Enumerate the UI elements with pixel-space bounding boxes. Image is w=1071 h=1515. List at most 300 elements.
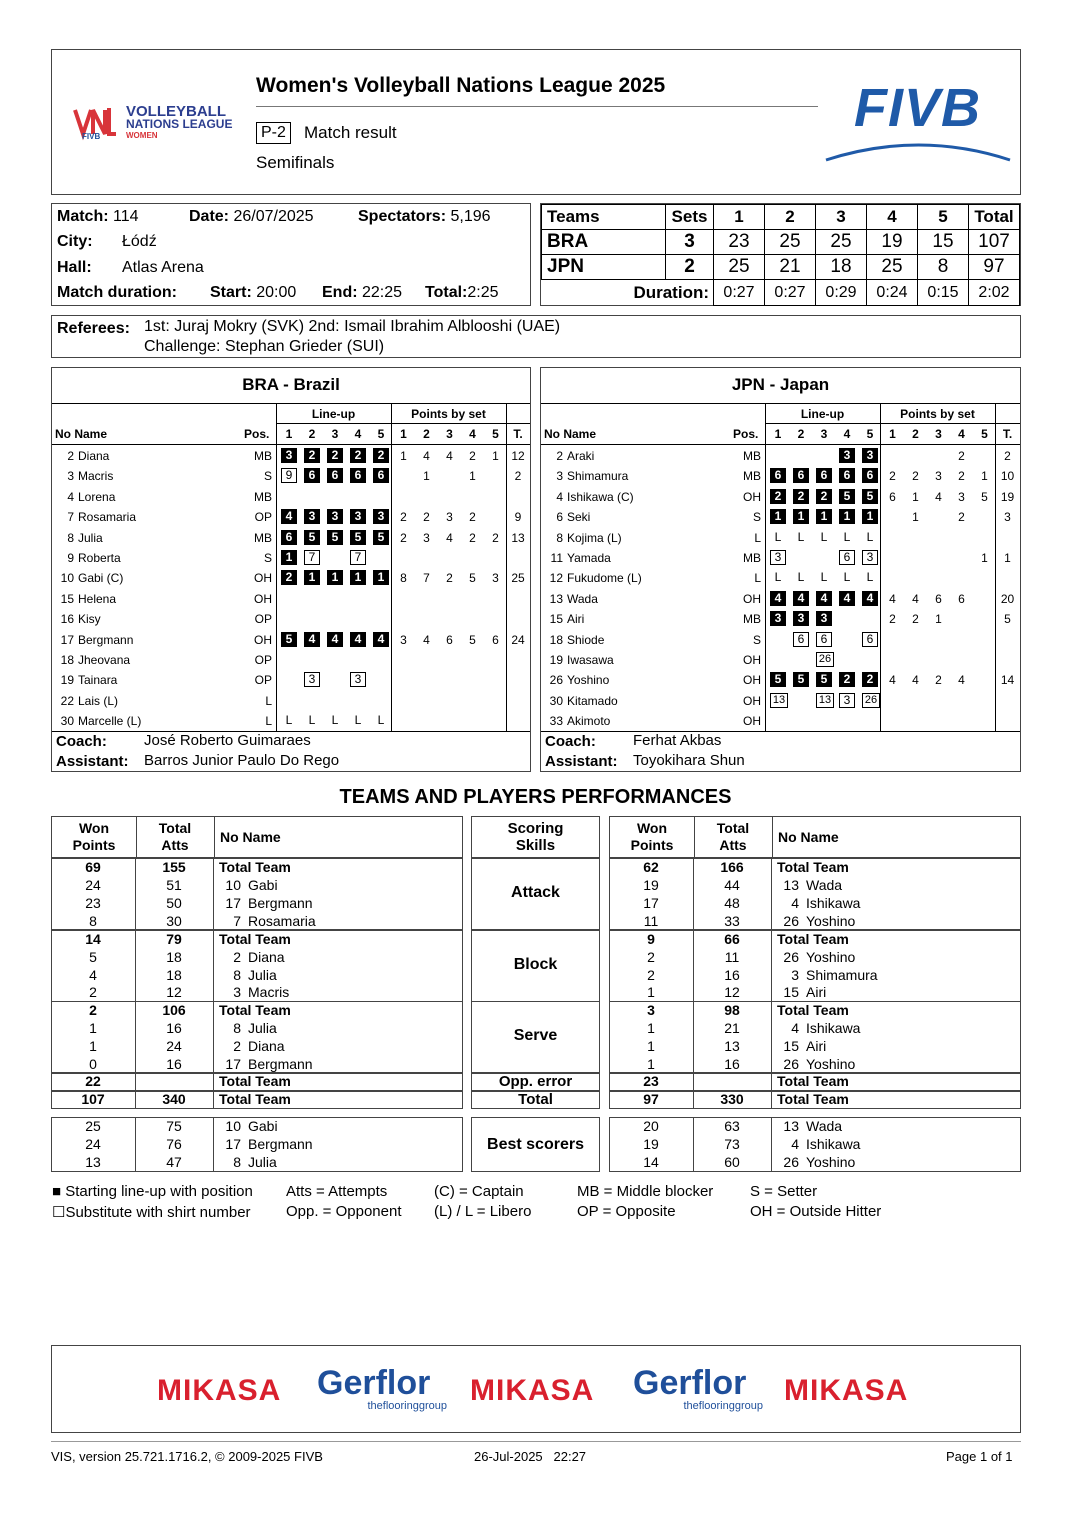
lineup-set-col: 2 (797, 427, 805, 441)
won-header: Won (78, 820, 110, 836)
player-position: OH (254, 632, 272, 647)
divider (213, 1091, 214, 1109)
set-points: 1 (935, 612, 942, 627)
player-no: 10 (225, 876, 241, 893)
player-name: Julia (248, 966, 277, 983)
won-points: 19 (643, 1135, 659, 1152)
player-name: Gabi (248, 876, 278, 893)
start-label: Start: (210, 284, 252, 301)
won-points: 1 (647, 1038, 655, 1055)
substitute-number: 3 (862, 550, 878, 565)
starting-position: 6 (327, 468, 343, 483)
divider (541, 731, 1020, 732)
player-number: 15 (549, 612, 563, 627)
player-name: Ishikawa (806, 894, 861, 911)
set-points: 2 (958, 510, 965, 525)
team-title: JPN - Japan (731, 375, 830, 394)
player-position: OH (254, 571, 272, 586)
title-rule (256, 106, 818, 107)
player-position: S (752, 510, 761, 525)
player-no: 2 (233, 948, 241, 965)
player-number: 2 (67, 449, 74, 463)
footer-rule (51, 1441, 1021, 1442)
sb-duration-label: Duration: (542, 280, 714, 306)
set-points: 1 (400, 449, 407, 463)
player-name: Shimamura (567, 469, 629, 484)
assistant-name: Toyokihara Shun (633, 752, 745, 769)
total-atts: 16 (166, 1020, 182, 1037)
set-points: 4 (889, 591, 896, 606)
skill-name: Block (513, 955, 558, 973)
starting-position: 3 (793, 611, 809, 626)
won-points: 20 (643, 1118, 659, 1134)
player-position: OH (254, 591, 272, 606)
player-number: 12 (549, 571, 563, 586)
player-number: 8 (67, 530, 74, 545)
total-points: 1 (1004, 551, 1011, 565)
mikasa-logo: MIKASA (157, 1374, 282, 1407)
starting-position: 6 (350, 468, 366, 483)
divider (771, 1091, 772, 1109)
libero-mark: L (354, 713, 362, 728)
player-row (541, 711, 1020, 731)
spectators: 5,196 (450, 208, 491, 225)
player-no: 8 (233, 1153, 241, 1170)
assistant-label: Assistant: (56, 753, 129, 770)
divider (276, 423, 530, 424)
city-label: City: (57, 233, 93, 250)
player-number: 17 (60, 632, 74, 647)
sb-head-total: Total (969, 205, 1020, 230)
player-name: Wada (806, 876, 843, 893)
starting-position: 3 (839, 448, 855, 463)
player-number: 3 (556, 469, 563, 484)
doc-type: Match result (304, 123, 397, 142)
sb-duration: 0:27 (714, 280, 765, 306)
set-points: 4 (912, 673, 919, 688)
won-points: 8 (89, 912, 97, 929)
total-atts: 79 (166, 930, 182, 947)
set-points: 3 (446, 510, 453, 525)
total-atts: 51 (166, 876, 182, 893)
set-points: 4 (912, 591, 919, 606)
legend-item: ■ Starting line-up with position (52, 1183, 253, 1200)
starting-position: 2 (793, 489, 809, 504)
starting-position: 3 (770, 611, 786, 626)
lineup-set-col: 1 (774, 427, 782, 441)
player-row (541, 650, 1020, 670)
player-name: Iwasawa (567, 653, 614, 667)
assistant-name: Barros Junior Paulo Do Rego (144, 752, 340, 769)
starting-position: 4 (793, 591, 809, 606)
lineup-set-col: 3 (331, 427, 339, 441)
player-number: 19 (60, 673, 74, 688)
sb-total: 97 (969, 255, 1020, 280)
gerflor-logo-sub: theflooringgroup (683, 1400, 763, 1412)
player-name: Diana (248, 948, 285, 965)
starting-position: 3 (350, 509, 366, 524)
total-atts: 76 (166, 1135, 182, 1152)
duration-label: Match duration: (57, 284, 177, 301)
legend-item: OH = Outside Hitter (750, 1202, 882, 1220)
player-name: Shimamura (806, 966, 878, 983)
player-number: 33 (549, 714, 563, 729)
total-points: 13 (511, 530, 525, 545)
sb-score: 8 (918, 255, 969, 280)
player-row (52, 446, 530, 466)
starting-position: 6 (373, 468, 389, 483)
scoreboard (540, 203, 1021, 306)
won-header: Points (630, 837, 674, 853)
total-points: 14 (1000, 673, 1015, 688)
skills-header-line: Scoring (507, 820, 564, 837)
player-name: Kitamado (567, 693, 618, 708)
won-points: 11 (643, 912, 659, 929)
sb-score: 25 (816, 230, 867, 255)
set-points: 5 (469, 571, 476, 586)
col-total: T. (1002, 427, 1013, 441)
player-name: Julia (248, 1153, 277, 1170)
total-atts: 16 (724, 1056, 740, 1073)
set-points: 2 (446, 571, 453, 586)
footer-page: Page 1 of 1 (946, 1449, 1013, 1464)
total-atts: 44 (724, 876, 740, 893)
substitute-number: 7 (350, 550, 366, 565)
player-no: 17 (225, 1135, 241, 1152)
player-name: Ishikawa (C) (567, 489, 634, 504)
won-points: 1 (89, 1020, 97, 1037)
points-set-col: 4 (958, 427, 965, 441)
player-no: 2 (233, 1038, 241, 1055)
substitute-number: 3 (304, 672, 320, 687)
starting-position: 6 (862, 468, 878, 483)
player-name: Rosamaria (248, 912, 316, 929)
divider (135, 1073, 136, 1091)
player-name: Marcelle (L) (78, 714, 142, 729)
sb-head-set1: 1 (714, 205, 765, 230)
sb-score: 21 (765, 255, 816, 280)
won-points: 14 (643, 1153, 659, 1170)
atts-header: Atts (161, 837, 189, 853)
date-label: Date: (189, 208, 230, 225)
won-points: 1 (647, 984, 655, 1001)
player-position: S (263, 551, 272, 565)
player-position: MB (743, 449, 761, 463)
player-name: Kojima (L) (567, 530, 622, 545)
total-time: 2:25 (467, 284, 499, 301)
player-name: Julia (78, 530, 103, 545)
divider (213, 1073, 214, 1091)
player-number: 19 (549, 653, 563, 667)
doc-code: P-2 (256, 122, 291, 144)
skill-name: Total (471, 1091, 600, 1109)
sb-duration-total: 2:02 (969, 280, 1020, 306)
starting-position: 1 (281, 550, 297, 565)
libero-mark: L (308, 713, 316, 728)
team-panel-jpn (540, 367, 1021, 772)
total-points: 19 (1000, 489, 1015, 504)
legend-item: ☐Substitute with shirt number (52, 1203, 251, 1221)
coach-label: Coach: (545, 733, 596, 750)
won-points: 9 (647, 930, 655, 947)
libero-mark: L (866, 570, 874, 585)
player-position: L (754, 530, 761, 545)
player-name: Jheovana (78, 653, 131, 667)
col-no-name: No Name (55, 427, 108, 441)
total-atts: 13 (724, 1038, 740, 1055)
player-no: 17 (225, 1056, 241, 1073)
coach-label: Coach: (56, 733, 107, 750)
coach-name: José Roberto Guimaraes (144, 732, 311, 749)
no-name-header: No Name (220, 829, 281, 845)
sb-duration: 0:29 (816, 280, 867, 306)
starting-position: 1 (327, 570, 343, 585)
total-points: 12 (511, 449, 525, 463)
set-points: 4 (423, 632, 430, 647)
divider (213, 1001, 214, 1073)
won-points: 13 (85, 1153, 101, 1170)
starting-position: 1 (770, 509, 786, 524)
total-atts: 50 (166, 894, 182, 911)
sb-head-teams: Teams (542, 205, 666, 230)
starting-position: 4 (281, 509, 297, 524)
sb-head-sets: Sets (666, 205, 714, 230)
skill-name: Serve (513, 1027, 558, 1045)
won-points: 2 (89, 1002, 97, 1019)
points-set-col: 1 (400, 427, 407, 441)
row-label: Total Team (219, 1090, 291, 1107)
no-name-header: No Name (778, 829, 839, 845)
sb-score: 19 (867, 230, 918, 255)
mikasa-logo: MIKASA (470, 1374, 595, 1407)
player-name: Yoshino (806, 1056, 856, 1073)
player-name: Gabi (248, 1118, 278, 1134)
fivb-logo-text: FIVB (854, 78, 982, 138)
won-points: 2 (89, 984, 97, 1001)
player-row (541, 446, 1020, 466)
set-points: 3 (400, 632, 407, 647)
player-row (52, 568, 530, 588)
player-number: 15 (60, 591, 74, 606)
start-time: 20:00 (256, 284, 297, 301)
lineup-set-col: 3 (820, 427, 828, 441)
set-points: 3 (423, 530, 430, 545)
set-points: 6 (935, 591, 942, 606)
starting-position: 4 (350, 632, 366, 647)
player-name: Lais (L) (78, 693, 119, 708)
substitute-number: 6 (793, 632, 809, 647)
skill-name: Best scorers (487, 1136, 584, 1153)
coach-name: Ferhat Akbas (633, 732, 722, 749)
starting-position: 3 (862, 448, 878, 463)
won-points: 1 (647, 1020, 655, 1037)
total-atts: 16 (166, 1056, 182, 1073)
player-no: 26 (783, 1056, 799, 1073)
starting-position: 6 (770, 468, 786, 483)
sb-total: 107 (969, 230, 1020, 255)
legend-item: Opp. = Opponent (286, 1202, 402, 1220)
won-header: Won (636, 820, 668, 836)
starting-position: 1 (373, 570, 389, 585)
set-points: 8 (400, 571, 407, 586)
gerflor-logo-text: Gerflor (317, 1364, 431, 1402)
libero-mark: L (866, 529, 874, 544)
player-no: 15 (783, 984, 799, 1001)
player-name: Total Team (777, 930, 849, 947)
fivb-logo (824, 80, 1014, 162)
starting-position: 2 (327, 448, 343, 463)
gerflor-logo-text: Gerflor (633, 1364, 747, 1402)
player-no: 4 (791, 1020, 799, 1037)
phase: Semifinals (256, 153, 335, 172)
player-position: OH (743, 693, 761, 708)
player-name: Airi (806, 1038, 827, 1055)
starting-position: 1 (350, 570, 366, 585)
player-number: 30 (549, 693, 563, 708)
substitute-number: 9 (281, 468, 297, 483)
legend-item: Atts = Attempts (286, 1183, 388, 1200)
player-name: Total Team (219, 930, 291, 947)
starting-position: 4 (304, 632, 320, 647)
player-number: 6 (556, 510, 563, 525)
substitute-number: 6 (839, 550, 855, 565)
set-points: 4 (889, 673, 896, 688)
total-atts: 11 (724, 948, 740, 965)
set-points: 2 (469, 510, 476, 525)
referees-label: Referees: (57, 320, 130, 337)
lineup-set-col: 4 (354, 427, 362, 441)
substitute-number: 7 (304, 550, 320, 565)
vnl-logo-text (126, 103, 233, 141)
player-name: Akimoto (567, 714, 611, 729)
player-row (541, 568, 1020, 588)
player-name: Ishikawa (806, 1135, 861, 1152)
set-points: 2 (423, 510, 430, 525)
won-points: 107 (81, 1090, 105, 1107)
starting-position: 5 (350, 530, 366, 545)
player-row (541, 548, 1020, 568)
scoreboard-table (541, 204, 1020, 306)
sb-sets-won: 2 (666, 255, 714, 280)
player-row (52, 609, 530, 629)
total-atts: 330 (720, 1090, 744, 1107)
header-box (51, 49, 1021, 195)
starting-position: 2 (281, 570, 297, 585)
starting-position: 4 (816, 591, 832, 606)
player-no: 10 (225, 1118, 241, 1134)
points-set-col: 3 (935, 427, 942, 441)
player-no: 13 (783, 1118, 799, 1134)
libero-mark: L (843, 570, 851, 585)
libero-mark: L (797, 529, 805, 544)
divider (765, 423, 1020, 424)
divider (771, 1117, 772, 1172)
libero-mark: L (797, 570, 805, 585)
total-points: 3 (1004, 510, 1011, 525)
mikasa-logo: MIKASA (784, 1374, 909, 1407)
substitute-number: 6 (816, 632, 832, 647)
legend-item: (C) = Captain (434, 1183, 524, 1200)
set-points: 1 (981, 551, 988, 565)
legend-item: OP = Opposite (577, 1202, 676, 1220)
set-points: 2 (492, 530, 499, 545)
lineup-label: Line-up (800, 407, 845, 421)
set-points: 3 (492, 571, 499, 586)
total-points: 20 (1000, 591, 1015, 606)
starting-position: 6 (839, 468, 855, 483)
starting-position: 3 (373, 509, 389, 524)
points-set-col: 2 (423, 427, 430, 441)
starting-position: 6 (281, 530, 297, 545)
sb-team: JPN (542, 255, 666, 280)
gerflor-logo (633, 1366, 763, 1412)
player-number: 3 (67, 469, 74, 484)
total-atts: 73 (724, 1135, 740, 1152)
set-points: 4 (446, 530, 453, 545)
player-no: 3 (791, 966, 799, 983)
starting-position: 5 (327, 530, 343, 545)
legend-item: (L) / L = Libero (434, 1202, 532, 1220)
row-label: Total Team (777, 1090, 849, 1107)
divider (771, 1001, 772, 1073)
starting-position: 4 (862, 591, 878, 606)
player-no: 26 (783, 948, 799, 965)
won-points: 22 (85, 1073, 101, 1089)
hall: Atlas Arena (122, 259, 204, 276)
divider (771, 1073, 772, 1091)
scoreboard-header-row (542, 205, 1020, 230)
divider (213, 1117, 214, 1172)
vnl-logo-line3: WOMEN (126, 131, 158, 140)
player-row (52, 691, 530, 711)
player-name: Shiode (567, 632, 605, 647)
skill-name: Opp. error (471, 1073, 600, 1091)
player-row (52, 650, 530, 670)
set-points: 2 (935, 673, 942, 688)
player-name: Kisy (78, 612, 101, 627)
won-points: 3 (647, 1002, 655, 1019)
total-atts: 24 (166, 1038, 182, 1055)
player-name: Wada (567, 591, 598, 606)
sb-team: BRA (542, 230, 666, 255)
player-row (52, 711, 530, 731)
total-atts: 98 (724, 1002, 740, 1019)
set-points: 1 (912, 510, 919, 525)
starting-position: 3 (281, 448, 297, 463)
referees-line2: Challenge: Stephan Grieder (SUI) (144, 338, 385, 355)
match-date: 26/07/2025 (233, 208, 314, 225)
player-name: Diana (248, 1038, 285, 1055)
total-atts: 106 (162, 1002, 186, 1019)
player-no: 26 (783, 912, 799, 929)
sb-score: 25 (765, 230, 816, 255)
fivb-swoosh-icon (824, 136, 1014, 162)
assistant-label: Assistant: (545, 753, 618, 770)
starting-position: 4 (770, 591, 786, 606)
player-name: Total Team (777, 859, 849, 875)
won-points: 4 (89, 966, 97, 983)
total-points: 10 (1000, 469, 1015, 484)
player-name: Lorena (78, 489, 116, 504)
libero-mark: L (331, 713, 339, 728)
starting-position: 3 (327, 509, 343, 524)
starting-position: 2 (816, 489, 832, 504)
set-points: 2 (889, 469, 896, 484)
player-position: L (265, 693, 272, 708)
player-number: 11 (550, 551, 563, 565)
set-points: 5 (469, 632, 476, 647)
set-points: 1 (981, 469, 988, 484)
